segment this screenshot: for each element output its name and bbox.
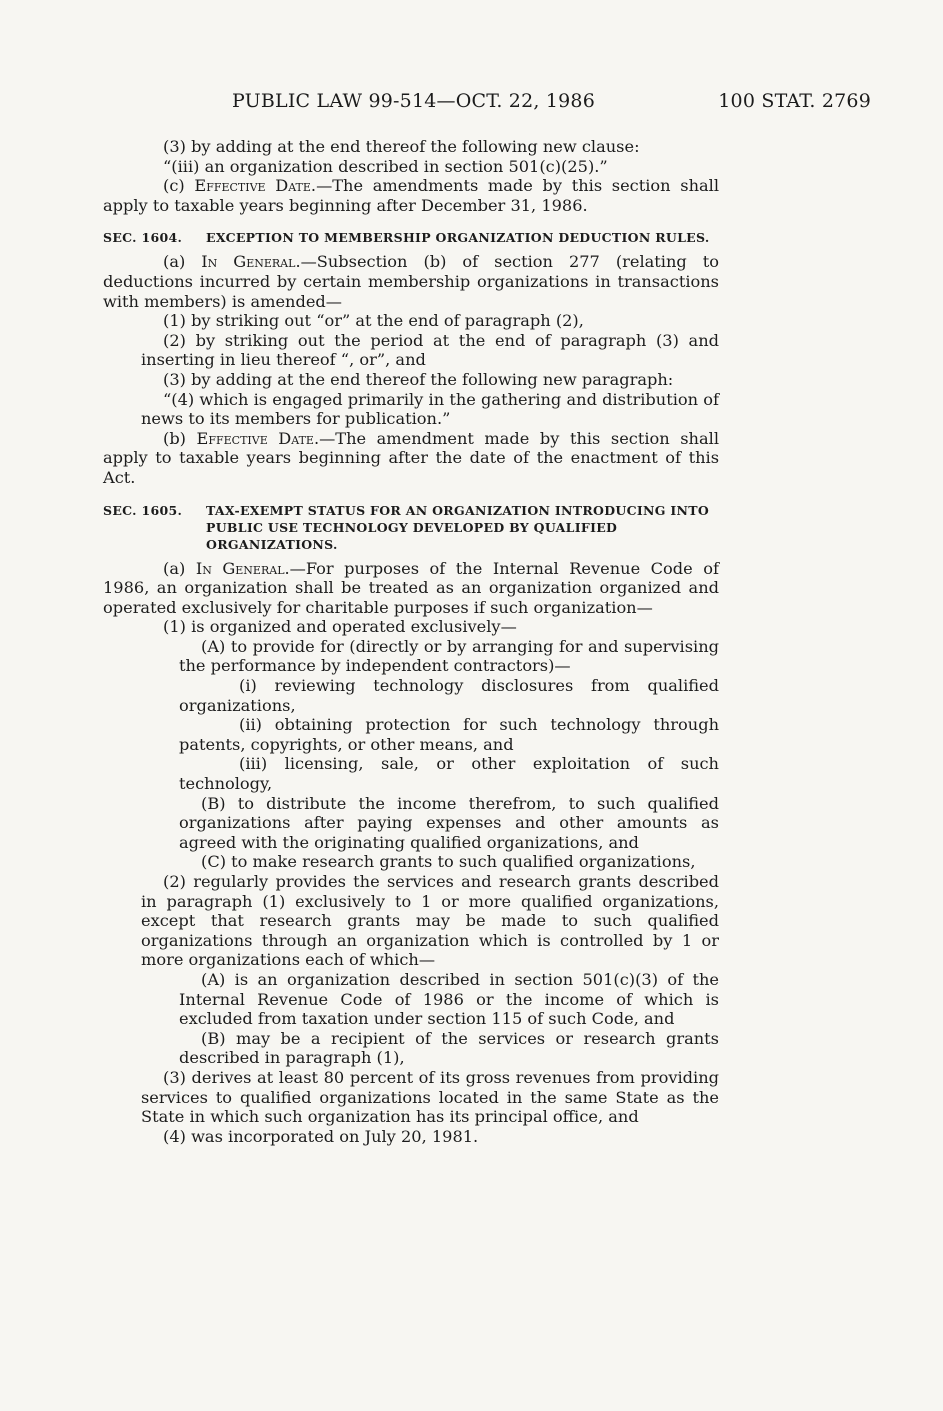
subsection-heading: In General [201, 252, 296, 272]
clause: (i) reviewing technology disclosures from qualified organizations, [179, 676, 719, 715]
subsection-effective-date [103, 176, 719, 215]
subparagraph: (A) is an organization described in section 501(c)(3) of the Internal Revenue Code of 1986 or the income of which is excluded from taxation under section 115 of such Code, and [179, 969, 719, 1029]
section-number: SEC. 1605. [103, 502, 183, 518]
section-heading-1604 [103, 229, 719, 246]
subsection-heading: Effective Date [196, 428, 314, 448]
subsection-label: (a) [163, 252, 202, 272]
subsection-text: .—The amendment made by this section shall apply to taxable years beginning after the date of the enactment of this Act. [103, 428, 719, 487]
clause: (ii) obtaining protection for such technology through patents, copyrights, or other means, and [179, 715, 719, 754]
page-header [0, 90, 943, 120]
subsection-label: (a) [163, 558, 196, 578]
subsection-effective-date [103, 429, 719, 488]
paragraph: (3) by adding at the end thereof the following new paragraph: [163, 369, 674, 389]
paragraph: (3) by adding at the end thereof the following new clause: [163, 137, 640, 156]
subparagraph: (B) may be a recipient of the services or research grants described in paragraph (1), [179, 1028, 719, 1068]
subparagraph: (C) to make research grants to such qualified organizations, [201, 852, 696, 872]
paragraph: “(4) which is engaged primarily in the gathering and distribution of news to its members for publication.” [141, 389, 719, 429]
subsection-in-general [103, 252, 719, 311]
section-number: SEC. 1604. [103, 230, 183, 246]
header-public-law: PUBLIC LAW 99-514—OCT. 22, 1986 [232, 90, 596, 112]
paragraph: (1) is organized and operated exclusively— [163, 617, 517, 637]
subsection-in-general [103, 559, 719, 618]
document-body [103, 137, 719, 1146]
section-title: TAX-EXEMPT STATUS FOR AN ORGANIZATION INTRODUCING INTO PUBLIC USE TECHNOLOGY DEVELOPED BY QUALIFIED ORGANIZATIONS. [206, 502, 710, 552]
subsection-text: .—For purposes of the Internal Revenue Code of 1986, an organization shall be treated as an organization organized and operated exclusively for charitable purposes if such organization— [103, 558, 719, 617]
paragraph: (2) by striking out the period at the end of paragraph (3) and inserting in lieu thereof “, or”, and [141, 330, 719, 370]
subsection-heading: In General [195, 558, 285, 578]
subsection-label: (c) [163, 176, 195, 196]
paragraph: (2) regularly provides the services and research grants described in paragraph (1) exclusively to 1 or more qualified organizations, except that research grants may be made to such qualified organizations through an organization which is controlled by 1 or more organizations each of which— [141, 872, 719, 970]
subparagraph: (A) to provide for (directly or by arranging for and supervising the performance by independent contractors)— [179, 636, 719, 676]
paragraph: (1) by striking out “or” at the end of paragraph (2), [163, 311, 584, 331]
subsection-label: (b) [163, 428, 197, 448]
header-stat-page: 100 STAT. 2769 [718, 90, 871, 112]
subsection-text: .—The amendments made by this section shall apply to taxable years beginning after December 31, 1986. [103, 176, 720, 215]
paragraph: (3) derives at least 80 percent of its gross revenues from providing services to qualified organizations located in the same State as the State in which such organization has its principal office, and [141, 1067, 719, 1127]
subsection-text: .—Subsection (b) of section 277 (relating to deductions incurred by certain membership organizations in transactions with members) is amended— [103, 252, 719, 311]
subsection-heading: Effective Date [194, 176, 311, 196]
paragraph: (4) was incorporated on July 20, 1981. [163, 1126, 479, 1146]
subparagraph: (B) to distribute the income therefrom, to such qualified organizations after paying expenses and other amounts as agreed with the originating qualified organizations, and [179, 793, 719, 852]
section-title: EXCEPTION TO MEMBERSHIP ORGANIZATION DEDUCTION RULES. [206, 230, 710, 246]
section-heading-1605 [103, 502, 719, 553]
paragraph: “(iii) an organization described in section 501(c)(25).” [163, 156, 608, 176]
clause: (iii) licensing, sale, or other exploitation of such technology, [179, 754, 719, 794]
